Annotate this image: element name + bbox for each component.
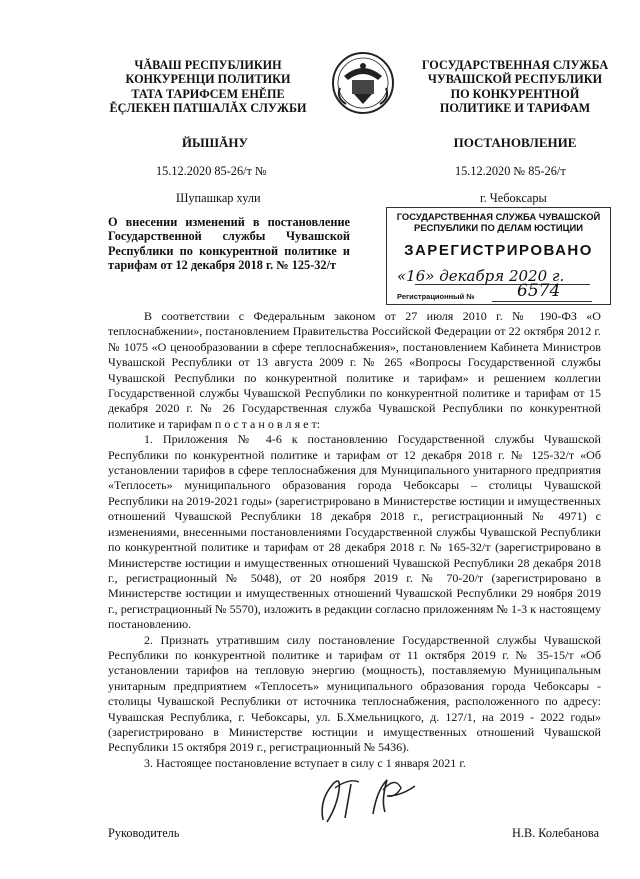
document-body: [108, 309, 601, 771]
stamp-header-line: РЕСПУБЛИКИ ПО ДЕЛАМ ЮСТИЦИИ: [414, 222, 583, 233]
header-russian-line: ПО КОНКУРЕНТНОЙ: [450, 86, 580, 101]
clause-paragraph: 2. Признать утратившим силу постановление Государственной службы Чувашской Республики по конкурентной политике и тарифам от 11 октября 2019 г. № 35-15/т «Об установлении тарифов на тепловую энергию (мощность), поставляемую Муниципальным унитарным предприятием «Теплосеть» муниципального образования города Чебоксары - столицы Чувашской Республики от источника теплоснабжения, расположенного по адресу: Чувашская Республика, г. Чебоксары, ул. Б.Хмельницкого, д. 127/1, на 2019 - 2022 годы» (зарегистрировано в Министерстве юстиции и имущественных отношений Чувашской Республики 15 октября 2019 г., регистрационный № 5436).: [108, 632, 601, 755]
header-russian-line: ПОЛИТИКЕ И ТАРИФАМ: [439, 101, 591, 116]
preamble-paragraph: В соответствии с Федеральным законом от 27 июля 2010 г. № 190-ФЗ «О теплоснабжении», постановлением Правительства Российской Федерации от 22 октября 2012 г. № 1075 «О ценообразовании в сфере теплоснабжения», постановлением Кабинета Министров Чувашской Республики от 13 августа 2009 г. № 265 «Вопросы Государственной службы Чувашской Республики по конкурентной политике и тарифам» и решением коллегии Государственной службы Чувашской Республики по конкурентной политике и тарифам от 15 декабря 2020 г. № 26 Государственная служба Чувашской Республики по конкурентной политике и тарифам п о с т а н о в л я е т:: [108, 309, 601, 431]
clause-paragraph: 1. Приложения № 4-6 к постановлению Государственной службы Чувашской Республики по конкурентной политике и тарифам от 12 декабря 2018 г. № 125-32/т «Об установлении тарифов в сфере теплоснабжения для Муниципального унитарного предприятия «Теплосеть» муниципального образования города Чебоксары – столицы Чувашской Республики на 2019-2021 годы» (зарегистрировано в Министерстве юстиции и имущественных отношений Чувашской Республики 18 декабря 2018 г., регистрационный № 4971) с изменениями, внесенными постановлениями Государственной службы Чувашской Республики по конкурентной политике и тарифам от 28 декабря 2018 г. № 165-32/т (зарегистрировано в Министерстве юстиции и имущественных отношений Чувашской Республики 28 декабря 2018 г., регистрационный № 5048), от 20 ноября 2019 г. № 70-20/т (зарегистрировано в Министерстве юстиции и имущественных отношений Чувашской Республики 29 ноября 2019 г., регистрационный № 5570), изложить в редакции согласно приложениям № 1-3 к настоящему постановлению.: [108, 432, 601, 632]
header-russian: [395, 58, 635, 116]
clause-paragraph: 3. Настоящее постановление вступает в силу с 1 января 2021 г.: [144, 755, 466, 770]
header-chuvash-line: КОНКУРЕНЦИ ПОЛИТИКИ: [125, 72, 291, 87]
stamp-title: ЗАРЕГИСТРИРОВАНО: [404, 242, 593, 259]
coat-of-arms-emblem: [330, 50, 396, 116]
registration-stamp: [386, 207, 611, 305]
header-chuvash-line: ТАТА ТАРИФСЕМ ЕНĔПЕ: [131, 86, 285, 101]
stamp-header-line: ГОСУДАРСТВЕННАЯ СЛУЖБА ЧУВАШСКОЙ: [396, 211, 601, 222]
city-russian: г. Чебоксары: [480, 191, 547, 205]
header-russian-line: ГОСУДАРСТВЕННАЯ СЛУЖБА: [421, 58, 609, 72]
signer-name: Н.В. Колебанова: [512, 826, 600, 840]
header-chuvash: [88, 58, 328, 116]
date-number-chuvash: 15.12.2020 85-26/т №: [156, 164, 267, 178]
stamp-reg-underline: [492, 301, 592, 302]
header-chuvash-line: ĔÇЛЕКЕН ПАТШАЛĂХ СЛУЖБИ: [109, 101, 307, 116]
city-chuvash: Шупашкар хули: [176, 191, 261, 205]
stamp-date: «16» декабря 2020 г.: [397, 267, 565, 285]
doc-type-chuvash: ЙЫШĂНУ: [181, 135, 249, 150]
date-number-russian: 15.12.2020 № 85-26/т: [455, 164, 566, 178]
signer-title: Руководитель: [108, 826, 180, 840]
stamp-header: [387, 211, 610, 233]
stamp-reg-label: Регистрационный №: [397, 292, 475, 301]
doc-type-russian: ПОСТАНОВЛЕНИЕ: [453, 135, 577, 150]
stamp-date-underline: [415, 284, 590, 285]
header-russian-line: ЧУВАШСКОЙ РЕСПУБЛИКИ: [427, 72, 603, 87]
handwritten-signature: [315, 770, 425, 830]
stamp-reg-number: 6574: [517, 281, 561, 301]
document-subject: О внесении изменений в постановление Государственной службы Чувашской Республики по конкурентной политике и тарифам от 12 декабря 2018 г. № 125-32/т: [108, 215, 350, 272]
header-chuvash-line: ЧĂВАШ РЕСПУБЛИКИН: [134, 58, 282, 72]
